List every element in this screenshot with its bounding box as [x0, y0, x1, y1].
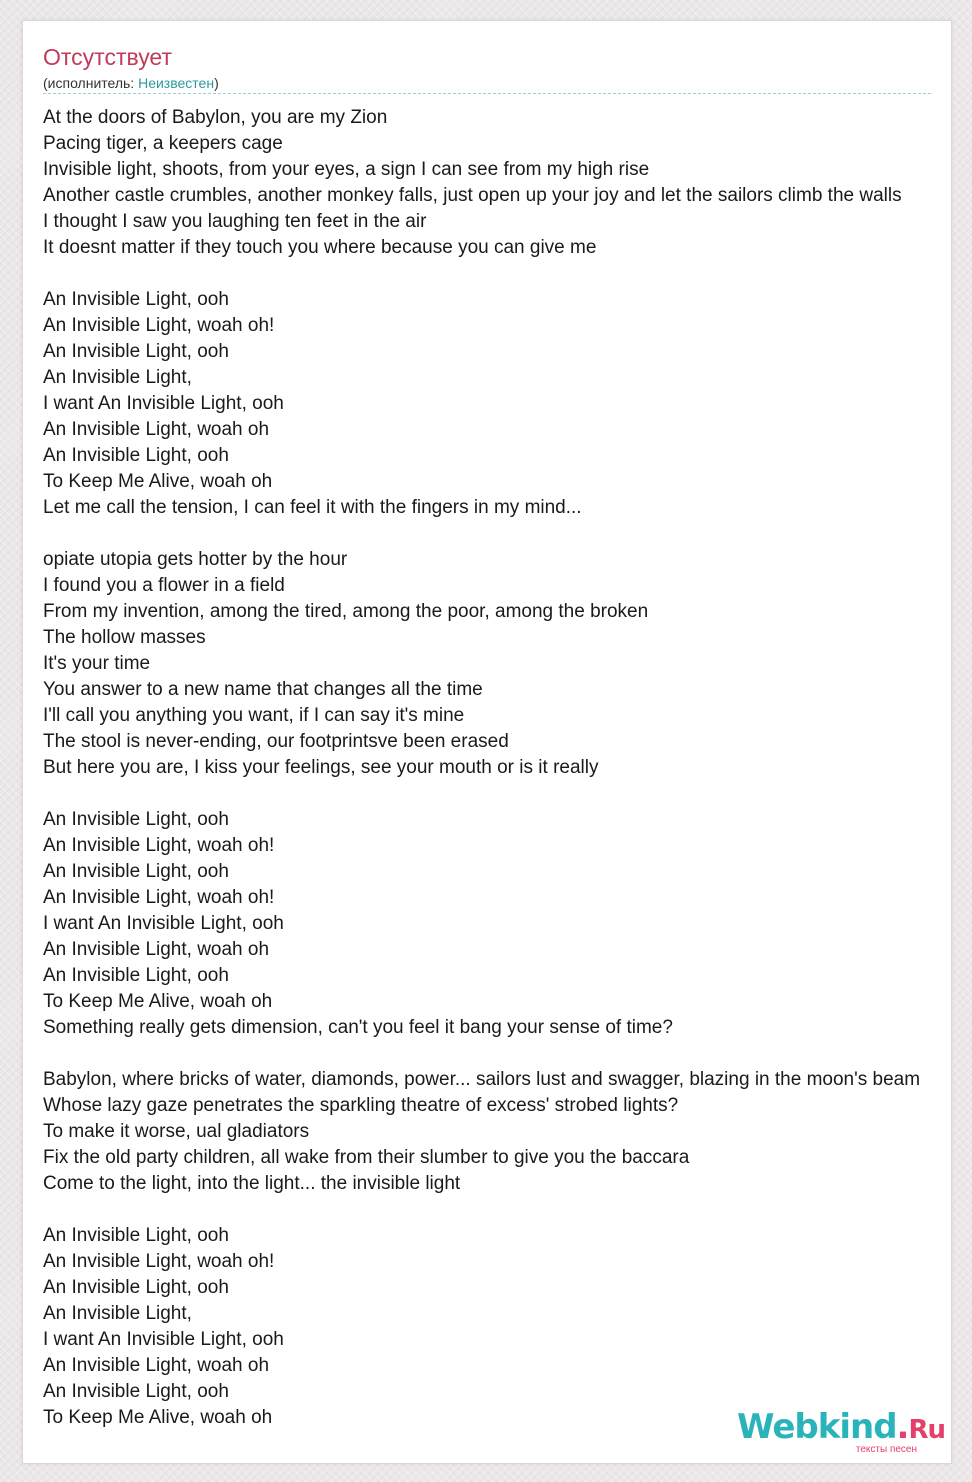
lyric-line: You answer to a new name that changes all the time: [43, 679, 483, 700]
lyric-line: An Invisible Light, ooh: [43, 1277, 229, 1298]
lyric-line: Pacing tiger, a keepers cage: [43, 133, 283, 154]
stanza-break: [43, 1197, 952, 1223]
lyric-line: Another castle crumbles, another monkey falls, just open up your joy and let the sailors climb the walls: [43, 185, 902, 206]
stanza-break: [43, 261, 952, 287]
song-title: Отсутствует: [43, 44, 172, 70]
lyric-line: To Keep Me Alive, woah oh: [43, 1407, 273, 1428]
logo-tld: Ru: [908, 1415, 945, 1445]
lyric-line: It's your time: [43, 653, 151, 674]
lyric-line: From my invention, among the tired, among the poor, among the broken: [43, 601, 649, 622]
lyric-line: It doesnt matter if they touch you where because you can give me: [43, 237, 597, 258]
logo-name: Webkind: [737, 1407, 897, 1447]
logo-tagline: тексты песен: [855, 1444, 917, 1455]
stanza-break: [43, 521, 952, 547]
artist-link[interactable]: Неизвестен: [138, 75, 215, 91]
lyric-line: To make it worse, ual gladiators: [43, 1121, 310, 1142]
logo-dot: .: [896, 1407, 909, 1447]
lyric-line: I thought I saw you laughing ten feet in the air: [43, 211, 427, 232]
lyric-line: An Invisible Light, woah oh!: [43, 835, 275, 856]
stanza-break: [43, 781, 952, 807]
lyric-line: An Invisible Light, woah oh: [43, 1355, 270, 1376]
lyric-line: I want An Invisible Light, ooh: [43, 913, 284, 934]
lyric-line: Let me call the tension, I can feel it with the fingers in my mind...: [43, 497, 582, 518]
logo-wordmark: [737, 1407, 945, 1447]
lyrics-card: [22, 20, 952, 1464]
lyric-line: Whose lazy gaze penetrates the sparkling theatre of excess' strobed lights?: [43, 1095, 679, 1116]
lyric-line: Invisible light, shoots, from your eyes, a sign I can see from my high rise: [43, 159, 650, 180]
lyric-line: At the doors of Babylon, you are my Zion: [43, 107, 388, 128]
lyric-line: Babylon, where bricks of water, diamonds, power... sailors lust and swagger, blazing in the moon's beam: [43, 1069, 921, 1090]
lyric-line: I want An Invisible Light, ooh: [43, 1329, 284, 1350]
lyric-line: To Keep Me Alive, woah oh: [43, 991, 273, 1012]
lyric-line: I'll call you anything you want, if I can say it's mine: [43, 705, 465, 726]
lyric-line: The hollow masses: [43, 627, 206, 648]
lyric-line: An Invisible Light, ooh: [43, 289, 229, 310]
artist-prefix: (исполнитель:: [43, 75, 139, 91]
lyric-line: An Invisible Light, ooh: [43, 965, 229, 986]
lyric-line: An Invisible Light, woah oh!: [43, 887, 275, 908]
lyric-line: An Invisible Light,: [43, 1303, 192, 1324]
lyric-line: opiate utopia gets hotter by the hour: [43, 549, 348, 570]
lyric-line: An Invisible Light, ooh: [43, 1225, 229, 1246]
lyric-line: But here you are, I kiss your feelings, see your mouth or is it really: [43, 757, 599, 778]
lyric-line: To Keep Me Alive, woah oh: [43, 471, 273, 492]
lyric-line: An Invisible Light, ooh: [43, 341, 229, 362]
artist-suffix: ): [214, 75, 219, 91]
artist-line: [43, 74, 219, 92]
lyrics-text: [43, 105, 952, 1431]
lyric-line: I found you a flower in a field: [43, 575, 285, 596]
lyric-line: Come to the light, into the light... the invisible light: [43, 1173, 461, 1194]
lyric-line: An Invisible Light, ooh: [43, 1381, 229, 1402]
lyric-line: An Invisible Light, woah oh!: [43, 1251, 275, 1272]
lyric-line: An Invisible Light, ooh: [43, 809, 229, 830]
site-logo[interactable]: [737, 1407, 945, 1455]
lyric-line: An Invisible Light, woah oh: [43, 939, 270, 960]
lyric-line: I want An Invisible Light, ooh: [43, 393, 284, 414]
lyric-line: Something really gets dimension, can't you feel it bang your sense of time?: [43, 1017, 673, 1038]
lyric-line: An Invisible Light,: [43, 367, 192, 388]
title-divider: [43, 93, 931, 94]
lyric-line: Fix the old party children, all wake from their slumber to give you the baccara: [43, 1147, 690, 1168]
lyric-line: An Invisible Light, woah oh: [43, 419, 270, 440]
lyric-line: An Invisible Light, ooh: [43, 445, 229, 466]
lyric-line: The stool is never-ending, our footprintsve been erased: [43, 731, 509, 752]
stanza-break: [43, 1041, 952, 1067]
lyric-line: An Invisible Light, woah oh!: [43, 315, 275, 336]
lyric-line: An Invisible Light, ooh: [43, 861, 229, 882]
